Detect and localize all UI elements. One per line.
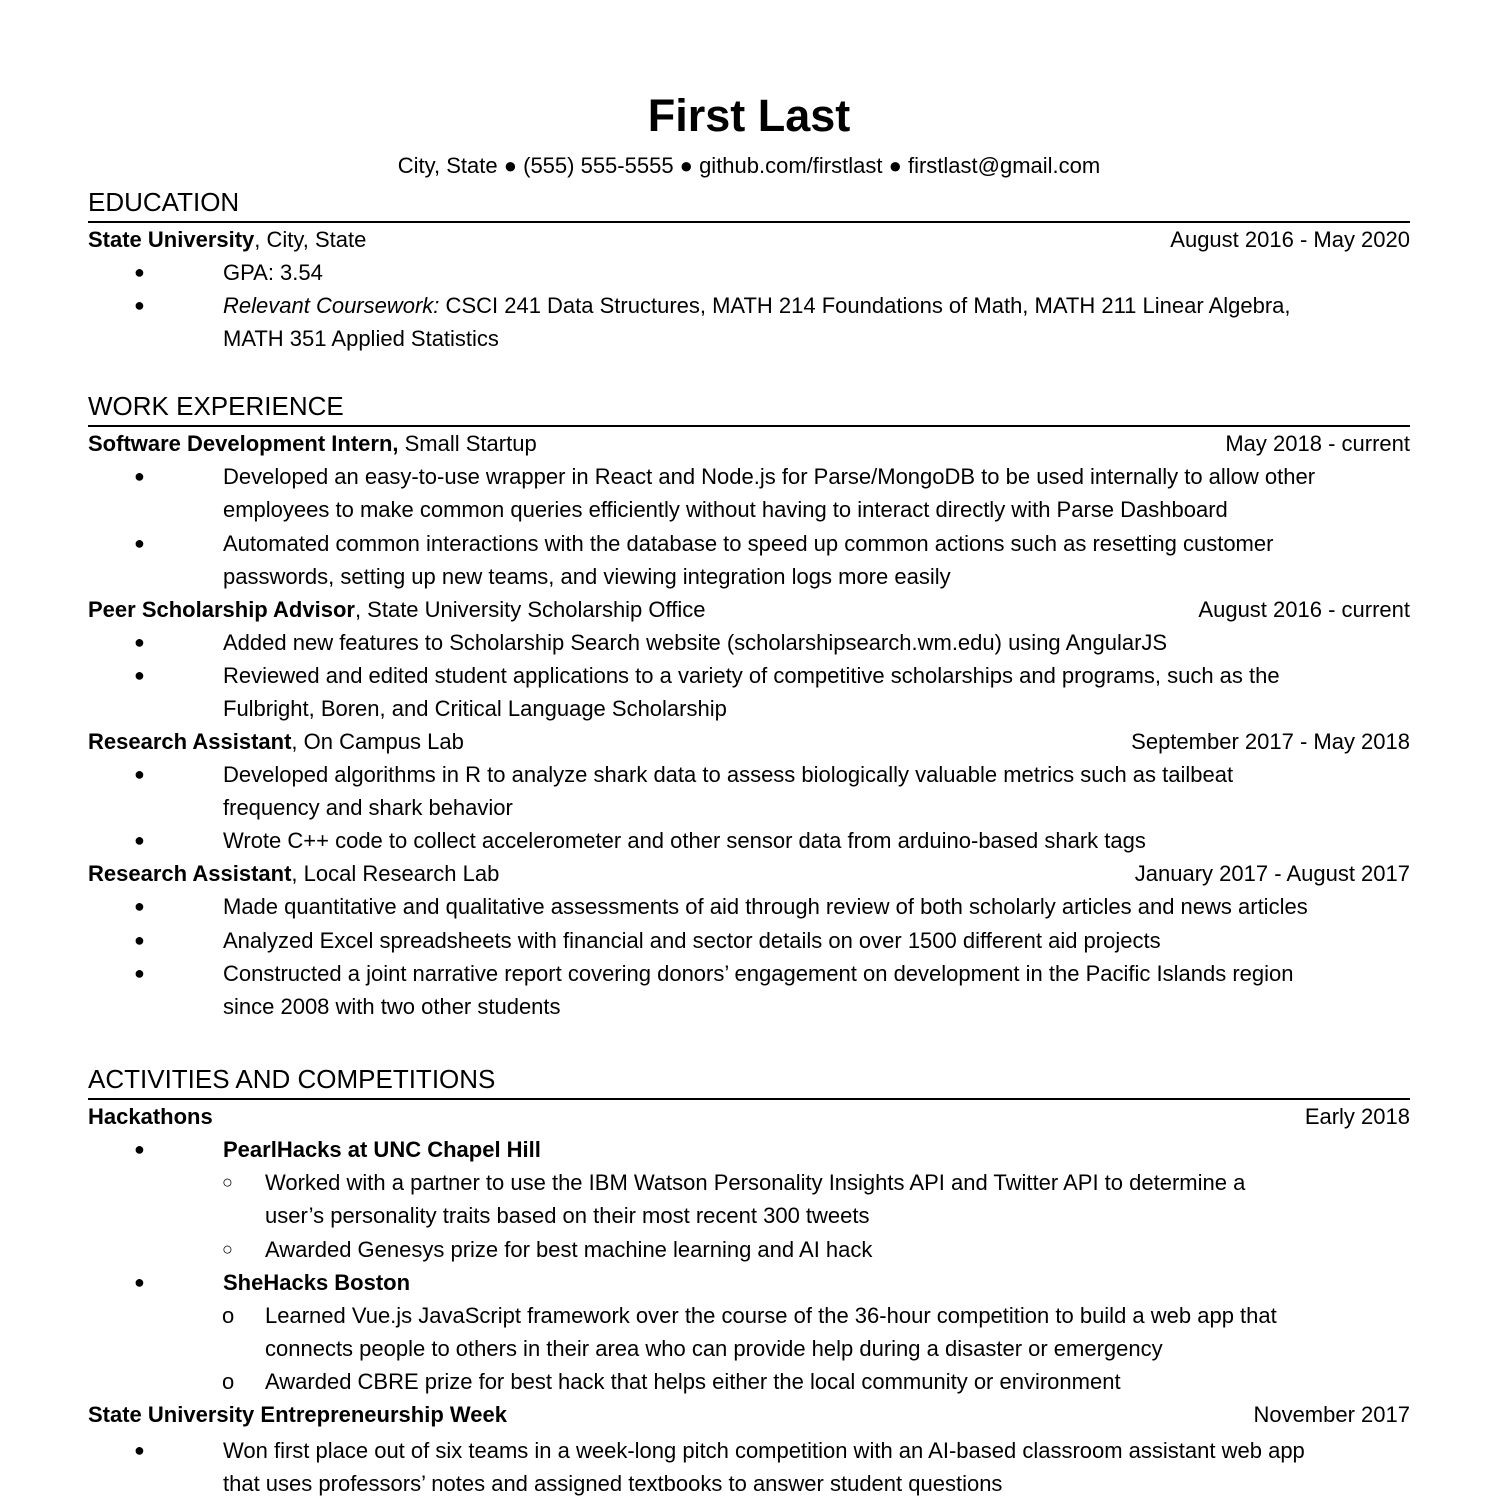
resume-name: First Last	[647, 90, 851, 141]
job-org: , Local Research Lab	[291, 861, 500, 886]
circle-bullet-icon: ○	[222, 1172, 233, 1192]
bullet-icon: ●	[134, 764, 145, 784]
job-org: , State University Scholarship Office	[354, 597, 706, 622]
bullet-icon: ●	[134, 830, 145, 850]
bullet-icon: ●	[134, 1139, 145, 1159]
job-dates: May 2018 - current	[1225, 431, 1410, 456]
bullet-icon: ●	[134, 466, 145, 486]
bullet-icon: ●	[134, 1272, 145, 1292]
job-dates: August 2016 - current	[1198, 597, 1410, 622]
gpa-text: GPA: 3.54	[223, 260, 323, 285]
activity-title: State University Entrepreneurship Week	[88, 1402, 507, 1427]
job-dates: September 2017 - May 2018	[1131, 729, 1410, 754]
bullet-icon: ●	[134, 1440, 145, 1460]
education-dates: August 2016 - May 2020	[1170, 227, 1410, 252]
section-title-activities: ACTIVITIES AND COMPETITIONS	[88, 1064, 496, 1094]
job-dates: January 2017 - August 2017	[1134, 861, 1410, 886]
activity-header	[88, 1398, 1410, 1431]
contact-line: City, State ● (555) 555-5555 ● github.com/firstlast ● firstlast@gmail.com	[397, 153, 1101, 178]
circle-bullet-icon: ○	[222, 1239, 233, 1259]
bullet-icon: ●	[134, 533, 145, 553]
coursework-text: Relevant Coursework: CSCI 241 Data Structures, MATH 214 Foundations of Math, MATH 211 Linear Algebra, MATH 351 Applied Statistics	[223, 293, 1291, 351]
job-org: , On Campus Lab	[291, 729, 464, 754]
activity-dates: November 2017	[1253, 1402, 1410, 1427]
job-role: Software Development Intern,	[88, 431, 399, 456]
bullet-icon: ●	[134, 963, 145, 983]
job-header	[88, 725, 1410, 758]
circle-bullet-icon: o	[222, 1369, 235, 1394]
job-role: Peer Scholarship Advisor	[88, 597, 355, 622]
school-location: , City, State	[254, 227, 367, 252]
bullet-icon: ●	[134, 930, 145, 950]
activity-dates: Early 2018	[1304, 1104, 1410, 1129]
bullet-icon: ●	[134, 295, 145, 315]
job-role: Research Assistant	[88, 861, 292, 886]
section-title-work: WORK EXPERIENCE	[88, 391, 344, 421]
job-header	[88, 857, 1410, 890]
event-name: SheHacks Boston	[223, 1270, 411, 1295]
job-org: Small Startup	[398, 431, 537, 456]
bullet-icon: ●	[134, 665, 145, 685]
job-header	[88, 593, 1410, 626]
bullet-icon: ●	[134, 896, 145, 916]
job-header	[88, 427, 1410, 460]
circle-bullet-icon: o	[222, 1303, 235, 1328]
activity-title: Hackathons	[88, 1104, 213, 1129]
education-entry-header	[88, 223, 1410, 256]
job-role: Research Assistant	[88, 729, 292, 754]
bullet-icon: ●	[134, 262, 145, 282]
bullet-icon: ●	[134, 632, 145, 652]
school-name: State University	[88, 227, 255, 252]
event-name: PearlHacks at UNC Chapel Hill	[223, 1137, 541, 1162]
activity-header	[88, 1100, 1410, 1133]
section-title-education: EDUCATION	[88, 187, 240, 217]
